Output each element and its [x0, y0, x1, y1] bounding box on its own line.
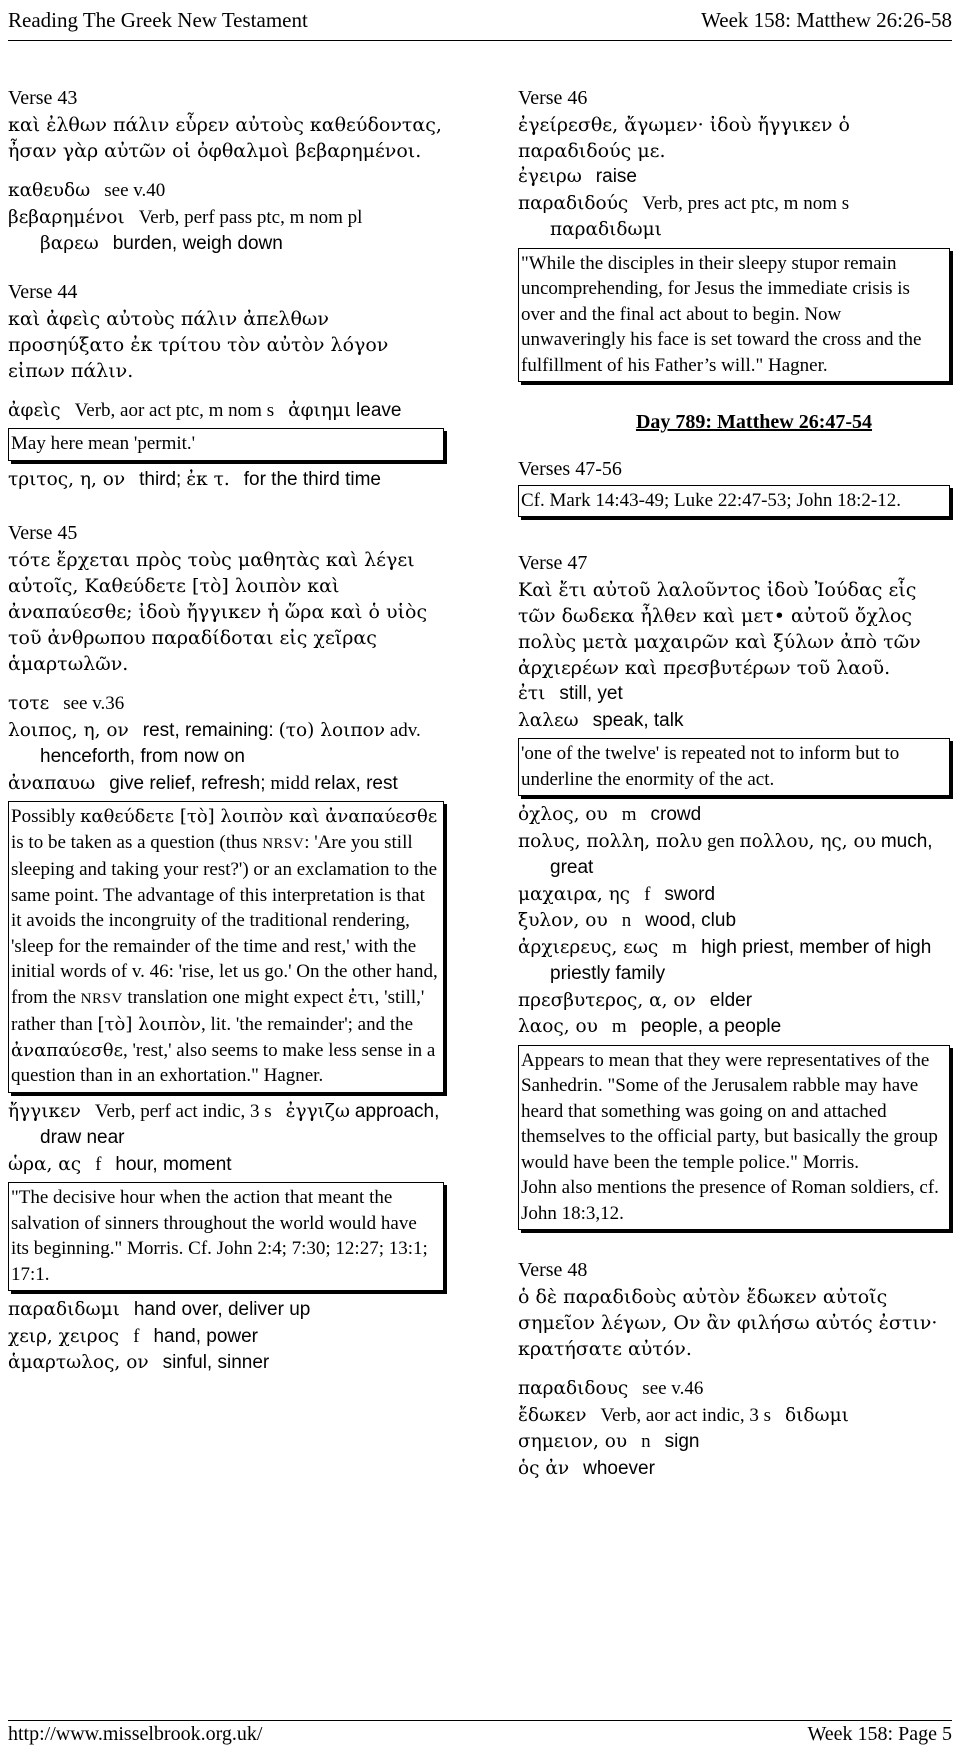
vocab-entry: ἀρχιερευς, εως m high priest, member of high priestly family	[518, 936, 932, 984]
commentary-note: Appears to mean that they were representatives of the Sanhedrin. "Some of the Jerusalem rabble may have heard that something was going on and attached themselves to the official party, but basically the group would have been the temple police." Morris. John also mentions the presence of Roman soldiers, cf. John 18:3,12.	[518, 1045, 950, 1231]
verse-43-heading: Verse 43	[8, 87, 78, 109]
verse-45-heading: Verse 45	[8, 522, 78, 544]
vocab-entry: μαχαιρα, ης f sword	[518, 883, 716, 905]
vocab-entry: παραδιδούς Verb, pres act ptc, m nom s παραδιδωμι	[518, 192, 850, 240]
vocab-entry: λαλεω speak, talk	[518, 709, 684, 731]
vocab-entry: χειρ, χειρος f hand, power	[8, 1325, 259, 1347]
left-column	[8, 86, 444, 1377]
page-number: Week 158: Page 5	[807, 1723, 952, 1745]
verse-46-heading: Verse 46	[518, 87, 588, 109]
verse-47-heading: Verse 47	[518, 552, 588, 574]
verse-45-text: τότε ἔρχεται πρὸς τοὺς μαθητὰς καὶ λέγει αὐτοῖς, Καθεύδετε [τὸ] λοιπὸν καὶ ἀναπαύεσθε; ἰδοὺ ἤγγικεν ἡ ὥρα καὶ ὁ υἱὸς τοῦ ἀνθρωπου παραδίδοται εἰς χεῖρας ἁμαρτωλῶν.	[8, 549, 428, 675]
vocab-entry: τοτε see v.36	[8, 693, 125, 714]
book-title: Reading The Greek New Testament	[8, 8, 308, 32]
verses-47-56-heading: Verses 47-56	[518, 457, 622, 480]
vocab-entry: ἀναπαυω give relief, refresh; midd relax, rest	[8, 772, 398, 794]
verse-46-text: ἐγείρεσθε, ἄγωμεν· ἰδοὺ ἤγγικεν ὁ παραδιδούς με.	[518, 114, 850, 162]
commentary-note: Possibly καθεύδετε [τὸ] λοιπὸν καὶ ἀναπαύεσθε is to be taken as a question (thus NRSV: 'Are you still sleeping and taking your rest?') or an exclamation to the same point. The advantage of this interpretation is that it avoids the incongruity of the traditional rendering, 'sleep for the remainder of the time and rest,' with the initial words of v. 46: 'rise, let us go.' On the other hand, from the NRSV translation one might expect ἐτι, 'still,' rather than [τὸ] λοιπὸν, lit. 'the remainder'; and the ἀναπαύεσθε, 'rest,' also seems to make less sense in a question than in an exhortation." Hagner.	[8, 801, 444, 1093]
week-label: Week 158: Matthew 26:26-58	[701, 8, 952, 32]
verse-44-heading: Verse 44	[8, 280, 78, 303]
vocab-entry: βεβαρημένοι Verb, perf pass ptc, m nom pl	[8, 206, 363, 228]
vocab-entry: λαος, ου m people, a people	[518, 1016, 782, 1037]
verse-47-text: Καὶ ἔτι αὐτοῦ λαλοῦντος ἰδοὺ Ἰούδας εἷς τῶν δωδεκα ἦλθεν καὶ μετ• αὐτοῦ ὄχλος πολὺς μετὰ μαχαιρῶν καὶ ξύλων ἀπὸ τῶν ἀρχιερέων καὶ πρεσβυτέρων τοῦ λαοῦ.	[518, 579, 921, 679]
vocab-entry: ἔδωκεν Verb, aor act indic, 3 s διδωμι	[518, 1404, 849, 1426]
vocab-entry: ἁμαρτωλος, ον sinful, sinner	[8, 1352, 270, 1373]
vocab-entry: παραδιδους see v.46	[518, 1378, 704, 1399]
vocab-entry: πρεσβυτερος, α, ον elder	[518, 989, 753, 1011]
vocab-entry: ἤγγικεν Verb, perf act indic, 3 s ἐγγιζω approach, draw near	[8, 1100, 440, 1148]
vocab-entry: λοιπος, η, ον rest, remaining: (το) λοιπον adv. henceforth, from now on	[8, 719, 421, 767]
vocab-entry: βαρεω burden, weigh down	[40, 233, 283, 254]
vocab-entry: παραδιδωμι hand over, deliver up	[8, 1299, 311, 1320]
vocab-entry: ἐγειρω raise	[518, 166, 637, 187]
verse-48-heading: Verse 48	[518, 1259, 588, 1281]
right-column	[518, 86, 950, 1482]
vocab-entry: ξυλον, ου n wood, club	[518, 910, 737, 931]
vocab-entry: τριτος, η, ον third; ἐκ τ. for the third time	[8, 468, 381, 490]
vocab-entry: σημειον, ου n sign	[518, 1431, 700, 1452]
page-header	[8, 0, 952, 41]
commentary-note: May here mean 'permit.'	[8, 428, 444, 461]
verse-43-text: καὶ ἐλθων πάλιν εὗρεν αὐτοὺς καθεύδοντας, ἦσαν γὰρ αὐτῶν οἱ ὀφθαλμοὶ βεβαρημένοι.	[8, 114, 442, 162]
site-url: http://www.misselbrook.org.uk/	[8, 1723, 263, 1745]
vocab-entry: πολυς, πολλη, πολυ gen πολλου, ης, ου much, great	[518, 830, 933, 878]
vocab-entry: ἐτι still, yet	[518, 683, 623, 704]
vocab-entry: ὡρα, ας f hour, moment	[8, 1153, 232, 1175]
cross-reference-note: Cf. Mark 14:43-49; Luke 22:47-53; John 18:2-12.	[518, 485, 950, 518]
commentary-note: "The decisive hour when the action that meant the salvation of sinners throughout the world would have its beginning." Morris. Cf. John 2:4; 7:30; 12:27; 13:1; 17:1.	[8, 1182, 444, 1291]
vocab-entry: ὁς ἀν whoever	[518, 1457, 655, 1479]
commentary-note: 'one of the twelve' is repeated not to inform but to underline the enormity of the act.	[518, 738, 950, 796]
commentary-note: "While the disciples in their sleepy stupor remain uncomprehending, for Jesus the immediate crisis is over and the final act about to begin. Now unwaveringly his face is set toward the cross and the fulfillment of his Father’s will." Hagner.	[518, 248, 950, 383]
verse-44-text: καὶ ἀφεὶς αὐτοὺς πάλιν ἀπελθων προσηύξατο ἐκ τρίτου τὸν αὐτὸν λόγον εἰπων πάλιν.	[8, 307, 389, 382]
day-title: Day 789: Matthew 26:47-54	[635, 411, 873, 433]
verse-48-text: ὁ δὲ παραδιδοὺς αὐτὸν ἔδωκεν αὐτοῖς σημεῖον λέγων, Ον ἂν φιλήσω αὐτός ἐστιν· κρατήσατε αὐτόν.	[518, 1286, 938, 1360]
vocab-entry: καθευδω see v.40	[8, 180, 166, 201]
vocab-entry: ὀχλος, ου m crowd	[518, 804, 702, 825]
vocab-entry: ἀφεὶς Verb, aor act ptc, m nom s ἀφιημι leave	[8, 399, 402, 421]
page-footer	[8, 1720, 952, 1747]
